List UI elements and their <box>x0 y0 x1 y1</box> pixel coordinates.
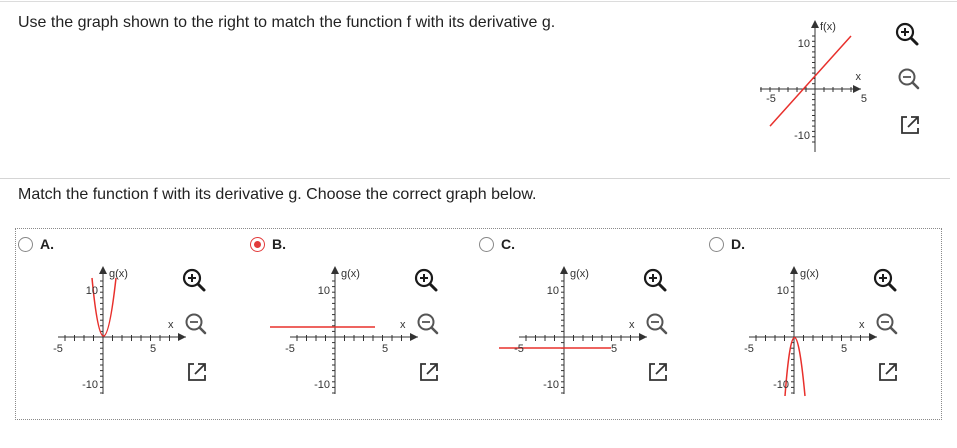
top-border <box>0 1 957 2</box>
zoom-in-icon <box>181 267 207 293</box>
main-ylabel: f(x) <box>820 21 836 33</box>
x-axis-arrow <box>853 85 861 93</box>
option-c-zoom-out-button[interactable] <box>644 311 670 342</box>
option-b-tick-x-neg: -5 <box>285 343 295 355</box>
popout-icon <box>184 359 210 385</box>
option-b-tick-y-neg: -10 <box>314 379 330 391</box>
zoom-in-icon <box>642 267 668 293</box>
option-b-tick-x-pos: 5 <box>381 343 389 355</box>
option-d-ylabel: g(x) <box>800 268 819 280</box>
option-a-axes <box>58 266 186 394</box>
zoom-in-icon <box>413 267 439 293</box>
option-c-ylabel: g(x) <box>570 268 589 280</box>
option-d-tick-y-neg: -10 <box>773 379 789 391</box>
prompt-text: Match the function f with its derivative g. Choose the correct graph below. <box>18 186 537 203</box>
option-a-tick-x-neg: -5 <box>53 343 63 355</box>
option-b-zoom-in-button[interactable] <box>413 267 439 298</box>
option-d-axes <box>749 266 877 394</box>
option-a-label: A. <box>40 236 54 252</box>
question-text: Use the graph shown to the right to match the function f with its derivative g. <box>18 14 556 31</box>
main-graph <box>755 18 865 158</box>
main-tick-label-x-pos: 5 <box>860 93 867 105</box>
y-axis-arrow <box>790 266 798 274</box>
zoom-out-icon <box>183 311 209 337</box>
option-c-axes <box>519 266 647 394</box>
option-d-zoom-in-button[interactable] <box>872 267 898 298</box>
option-a-xlabel: x <box>168 319 174 331</box>
option-c-label: C. <box>501 236 515 252</box>
y-axis-arrow <box>99 266 107 274</box>
option-d-tick-y-pos: 10 <box>776 285 789 297</box>
option-a-radio[interactable] <box>18 237 33 252</box>
option-c-tick-y-neg: -10 <box>543 379 559 391</box>
main-zoom-in-button[interactable] <box>894 21 920 52</box>
option-b-zoom-out-button[interactable] <box>415 311 441 342</box>
option-b-popout-button[interactable] <box>416 359 442 390</box>
option-c-radio[interactable] <box>479 237 494 252</box>
main-tick-label-x-neg: -5 <box>766 93 776 105</box>
option-c-tick-x-pos: 5 <box>610 343 618 355</box>
main-xlabel: x <box>855 71 861 83</box>
option-a-ylabel: g(x) <box>109 268 128 280</box>
option-b-radio[interactable] <box>250 237 265 252</box>
option-a-zoom-in-button[interactable] <box>181 267 207 298</box>
option-a-graph <box>38 262 188 402</box>
option-c-tick-x-neg: -5 <box>514 343 524 355</box>
zoom-out-icon <box>896 66 922 92</box>
radio-selected-dot <box>254 241 261 248</box>
popout-icon <box>645 359 671 385</box>
option-a-tick-y-neg: -10 <box>82 379 98 391</box>
option-d-tick-x-neg: -5 <box>744 343 754 355</box>
option-b-tick-y-pos: 10 <box>317 285 330 297</box>
y-axis-arrow <box>331 266 339 274</box>
main-tick-label-y-pos: 10 <box>797 38 810 50</box>
option-a-zoom-out-button[interactable] <box>183 311 209 342</box>
option-c-xlabel: x <box>629 319 635 331</box>
option-d-xlabel: x <box>859 319 865 331</box>
option-c-zoom-in-button[interactable] <box>642 267 668 298</box>
zoom-out-icon <box>874 311 900 337</box>
option-a-tick-x-pos: 5 <box>149 343 157 355</box>
main-zoom-out-button[interactable] <box>896 66 922 97</box>
option-c-popout-button[interactable] <box>645 359 671 390</box>
popout-icon <box>897 112 923 138</box>
main-popout-button[interactable] <box>897 112 923 143</box>
option-b-label: B. <box>272 236 286 252</box>
option-a-tick-y-pos: 10 <box>85 285 98 297</box>
option-d-tick-x-pos: 5 <box>840 343 848 355</box>
option-b-axes <box>290 266 418 394</box>
y-axis-arrow <box>560 266 568 274</box>
y-axis-arrow <box>811 20 819 28</box>
popout-icon <box>875 359 901 385</box>
option-b-xlabel: x <box>400 319 406 331</box>
zoom-out-icon <box>415 311 441 337</box>
option-d-graph <box>729 262 879 402</box>
option-d-popout-button[interactable] <box>875 359 901 390</box>
f-line <box>770 36 851 126</box>
option-c-graph <box>499 262 649 402</box>
popout-icon <box>416 359 442 385</box>
zoom-in-icon <box>872 267 898 293</box>
main-graph-axes <box>760 20 861 152</box>
option-b-graph <box>270 262 420 402</box>
main-tick-label-y-neg: -10 <box>794 130 810 142</box>
zoom-out-icon <box>644 311 670 337</box>
option-d-label: D. <box>731 236 745 252</box>
option-d-zoom-out-button[interactable] <box>874 311 900 342</box>
zoom-in-icon <box>894 21 920 47</box>
option-b-ylabel: g(x) <box>341 268 360 280</box>
option-d-radio[interactable] <box>709 237 724 252</box>
option-c-tick-y-pos: 10 <box>546 285 559 297</box>
option-a-popout-button[interactable] <box>184 359 210 390</box>
section-divider <box>0 178 950 179</box>
